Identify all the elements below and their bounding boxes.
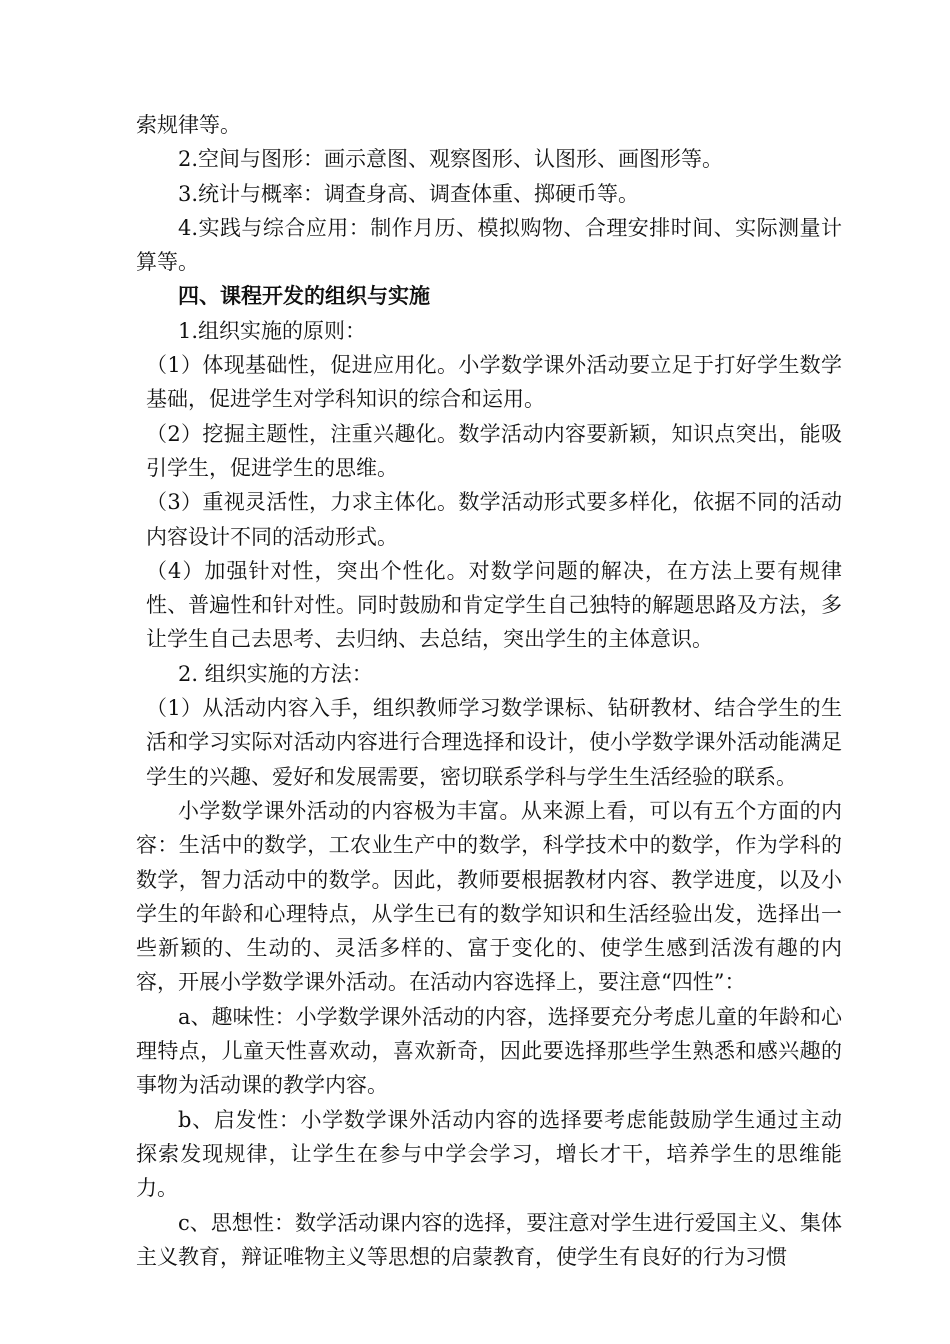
item-inspiration: b、启发性：小学数学课外活动内容的选择要考虑能鼓励学生通过主动探索发现规律，让学生在参与中学会学习，增长才干，培养学生的思维能力。 (136, 1107, 842, 1201)
subheading-principles: 1.组织实施的原则： (178, 318, 367, 343)
body-paragraph-content: 小学数学课外活动的内容极为丰富。从来源上看，可以有五个方面的内容：生活中的数学，工农业生产中的数学，科学技术中的数学，作为学科的数学，智力活动中的数学。因此，教师要根据教材内容、教学进度，以及小学生的年龄和心理特点，从学生已有的数学知识和生活经验出发，选择出一些新颖的、生动的、灵活多样的、富于变化的、使学生感到活泼有趣的内容，开展小学数学课外活动。在活动内容选择上，要注意“四性”： (136, 798, 842, 995)
list-item-statistics: 3.统计与概率：调查身高、调查体重、掷硬币等。 (178, 181, 640, 206)
principle-2: （2）挖掘主题性，注重兴趣化。数学活动内容要新颖，知识点突出，能吸引学生，促进学生的思维。 (146, 421, 842, 480)
item-interest: a、趣味性：小学数学课外活动的内容，选择要充分考虑儿童的年龄和心理特点，儿童天性喜欢动，喜欢新奇，因此要选择那些学生熟悉和感兴趣的事物为活动课的教学内容。 (136, 1004, 842, 1098)
section-heading: 四、课程开发的组织与实施 (178, 283, 430, 309)
paragraph-continuation: 索规律等。 (136, 113, 241, 137)
principle-1: （1）体现基础性，促进应用化。小学数学课外活动要立足于打好学生数学基础，促进学生对学科知识的综合和运用。 (146, 353, 842, 412)
list-item-space-and-shape: 2.空间与图形：画示意图、观察图形、认图形、画图形等。 (178, 147, 724, 172)
principle-3: （3）重视灵活性，力求主体化。数学活动形式要多样化，依据不同的活动内容设计不同的活动形式。 (146, 490, 842, 549)
method-1: （1）从活动内容入手，组织教师学习数学课标、钻研教材、结合学生的生活和学习实际对活动内容进行合理选择和设计，使小学数学课外活动能满足学生的兴趣、爱好和发展需要，密切联系学科与学生生活经验的联系。 (146, 696, 842, 789)
subheading-methods: 2. 组织实施的方法： (178, 661, 373, 686)
principle-4: （4）加强针对性，突出个性化。对数学问题的解决，在方法上要有规律性、普遍性和针对性。同时鼓励和肯定学生自己独特的解题思路及方法，多让学生自己去思考、去归纳、去总结，突出学生的主体意识。 (146, 558, 842, 652)
list-item-practice: 4.实践与综合应用：制作月历、模拟购物、合理安排时间、实际测量计算等。 (136, 215, 842, 275)
item-ideology: c、思想性：数学活动课内容的选择，要注意对学生进行爱国主义、集体主义教育，辩证唯物主义等思想的启蒙教育，使学生有良好的行为习惯 (136, 1210, 842, 1269)
